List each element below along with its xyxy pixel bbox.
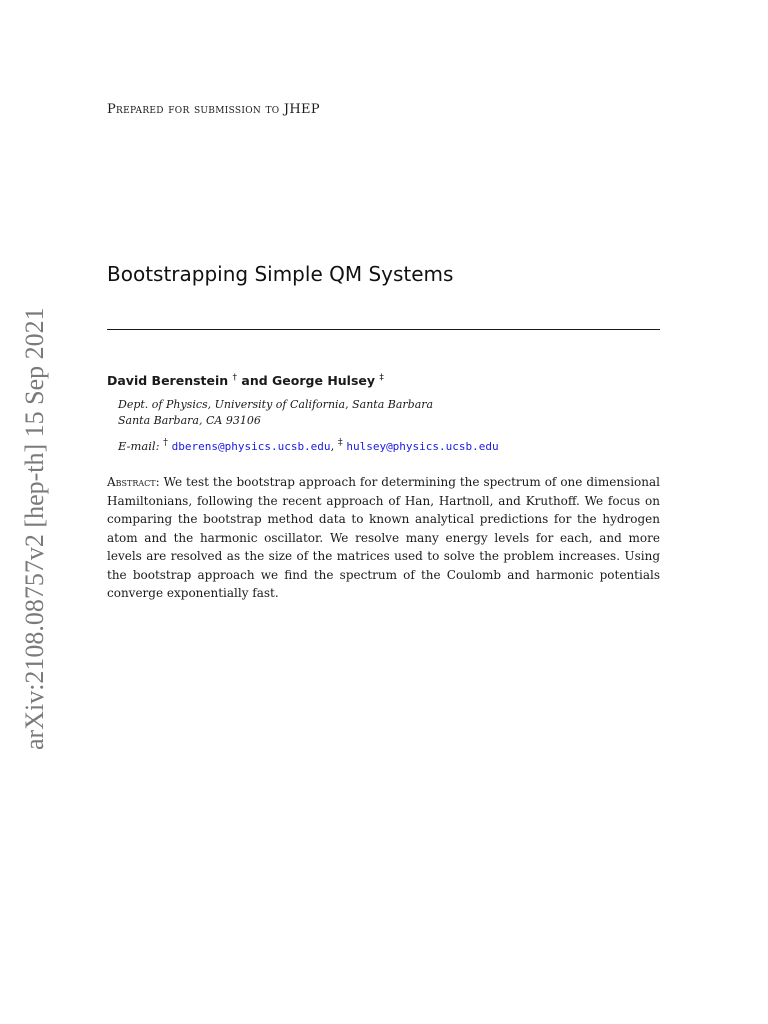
email-line <box>118 437 499 453</box>
author-mark-double-dagger: ‡ <box>379 373 384 383</box>
abstract-text: We test the bootstrap approach for determining the spectrum of one dimensional Hamiltonians, following the recent approach of Han, Hartnoll, and Kruthoff. We focus on comparing the bootstrap method data to known analytical predictions for the hydrogen atom and the harmonic oscillator. We resolve many energy levels for each, and more levels are resolved as the size of the matrices used to solve the problem increases. Using the bootstrap approach we find the spectrum of the Coulomb and harmonic potentials converge exponentially fast. <box>107 475 660 600</box>
email-link-hulsey[interactable]: hulsey@physics.ucsb.edu <box>346 439 499 453</box>
title-divider <box>107 329 660 330</box>
author-joiner: and <box>241 373 268 389</box>
submission-note: Prepared for submission to JHEP <box>107 102 320 117</box>
author-hulsey: George Hulsey <box>272 373 376 389</box>
paper-title: Bootstrapping Simple QM Systems <box>107 262 454 286</box>
abstract <box>107 473 660 603</box>
author-mark-dagger: † <box>232 373 238 383</box>
email-separator: , <box>330 438 335 453</box>
affiliation-line-1: Dept. of Physics, University of California, Santa Barbara <box>118 398 434 411</box>
author-line <box>107 373 384 388</box>
email-link-berenstein[interactable]: dberens@physics.ucsb.edu <box>171 439 331 453</box>
affiliation <box>118 397 433 429</box>
email-mark-double-dagger: ‡ <box>337 437 343 448</box>
abstract-heading: Abstract: <box>107 475 160 489</box>
arxiv-identifier: arXiv:2108.08757v2 [hep-th] 15 Sep 2021 <box>20 307 49 750</box>
affiliation-line-2: Santa Barbara, CA 93106 <box>118 414 261 427</box>
email-mark-dagger: † <box>163 437 168 448</box>
email-label: E-mail: <box>118 438 160 453</box>
author-berenstein: David Berenstein <box>107 373 229 389</box>
